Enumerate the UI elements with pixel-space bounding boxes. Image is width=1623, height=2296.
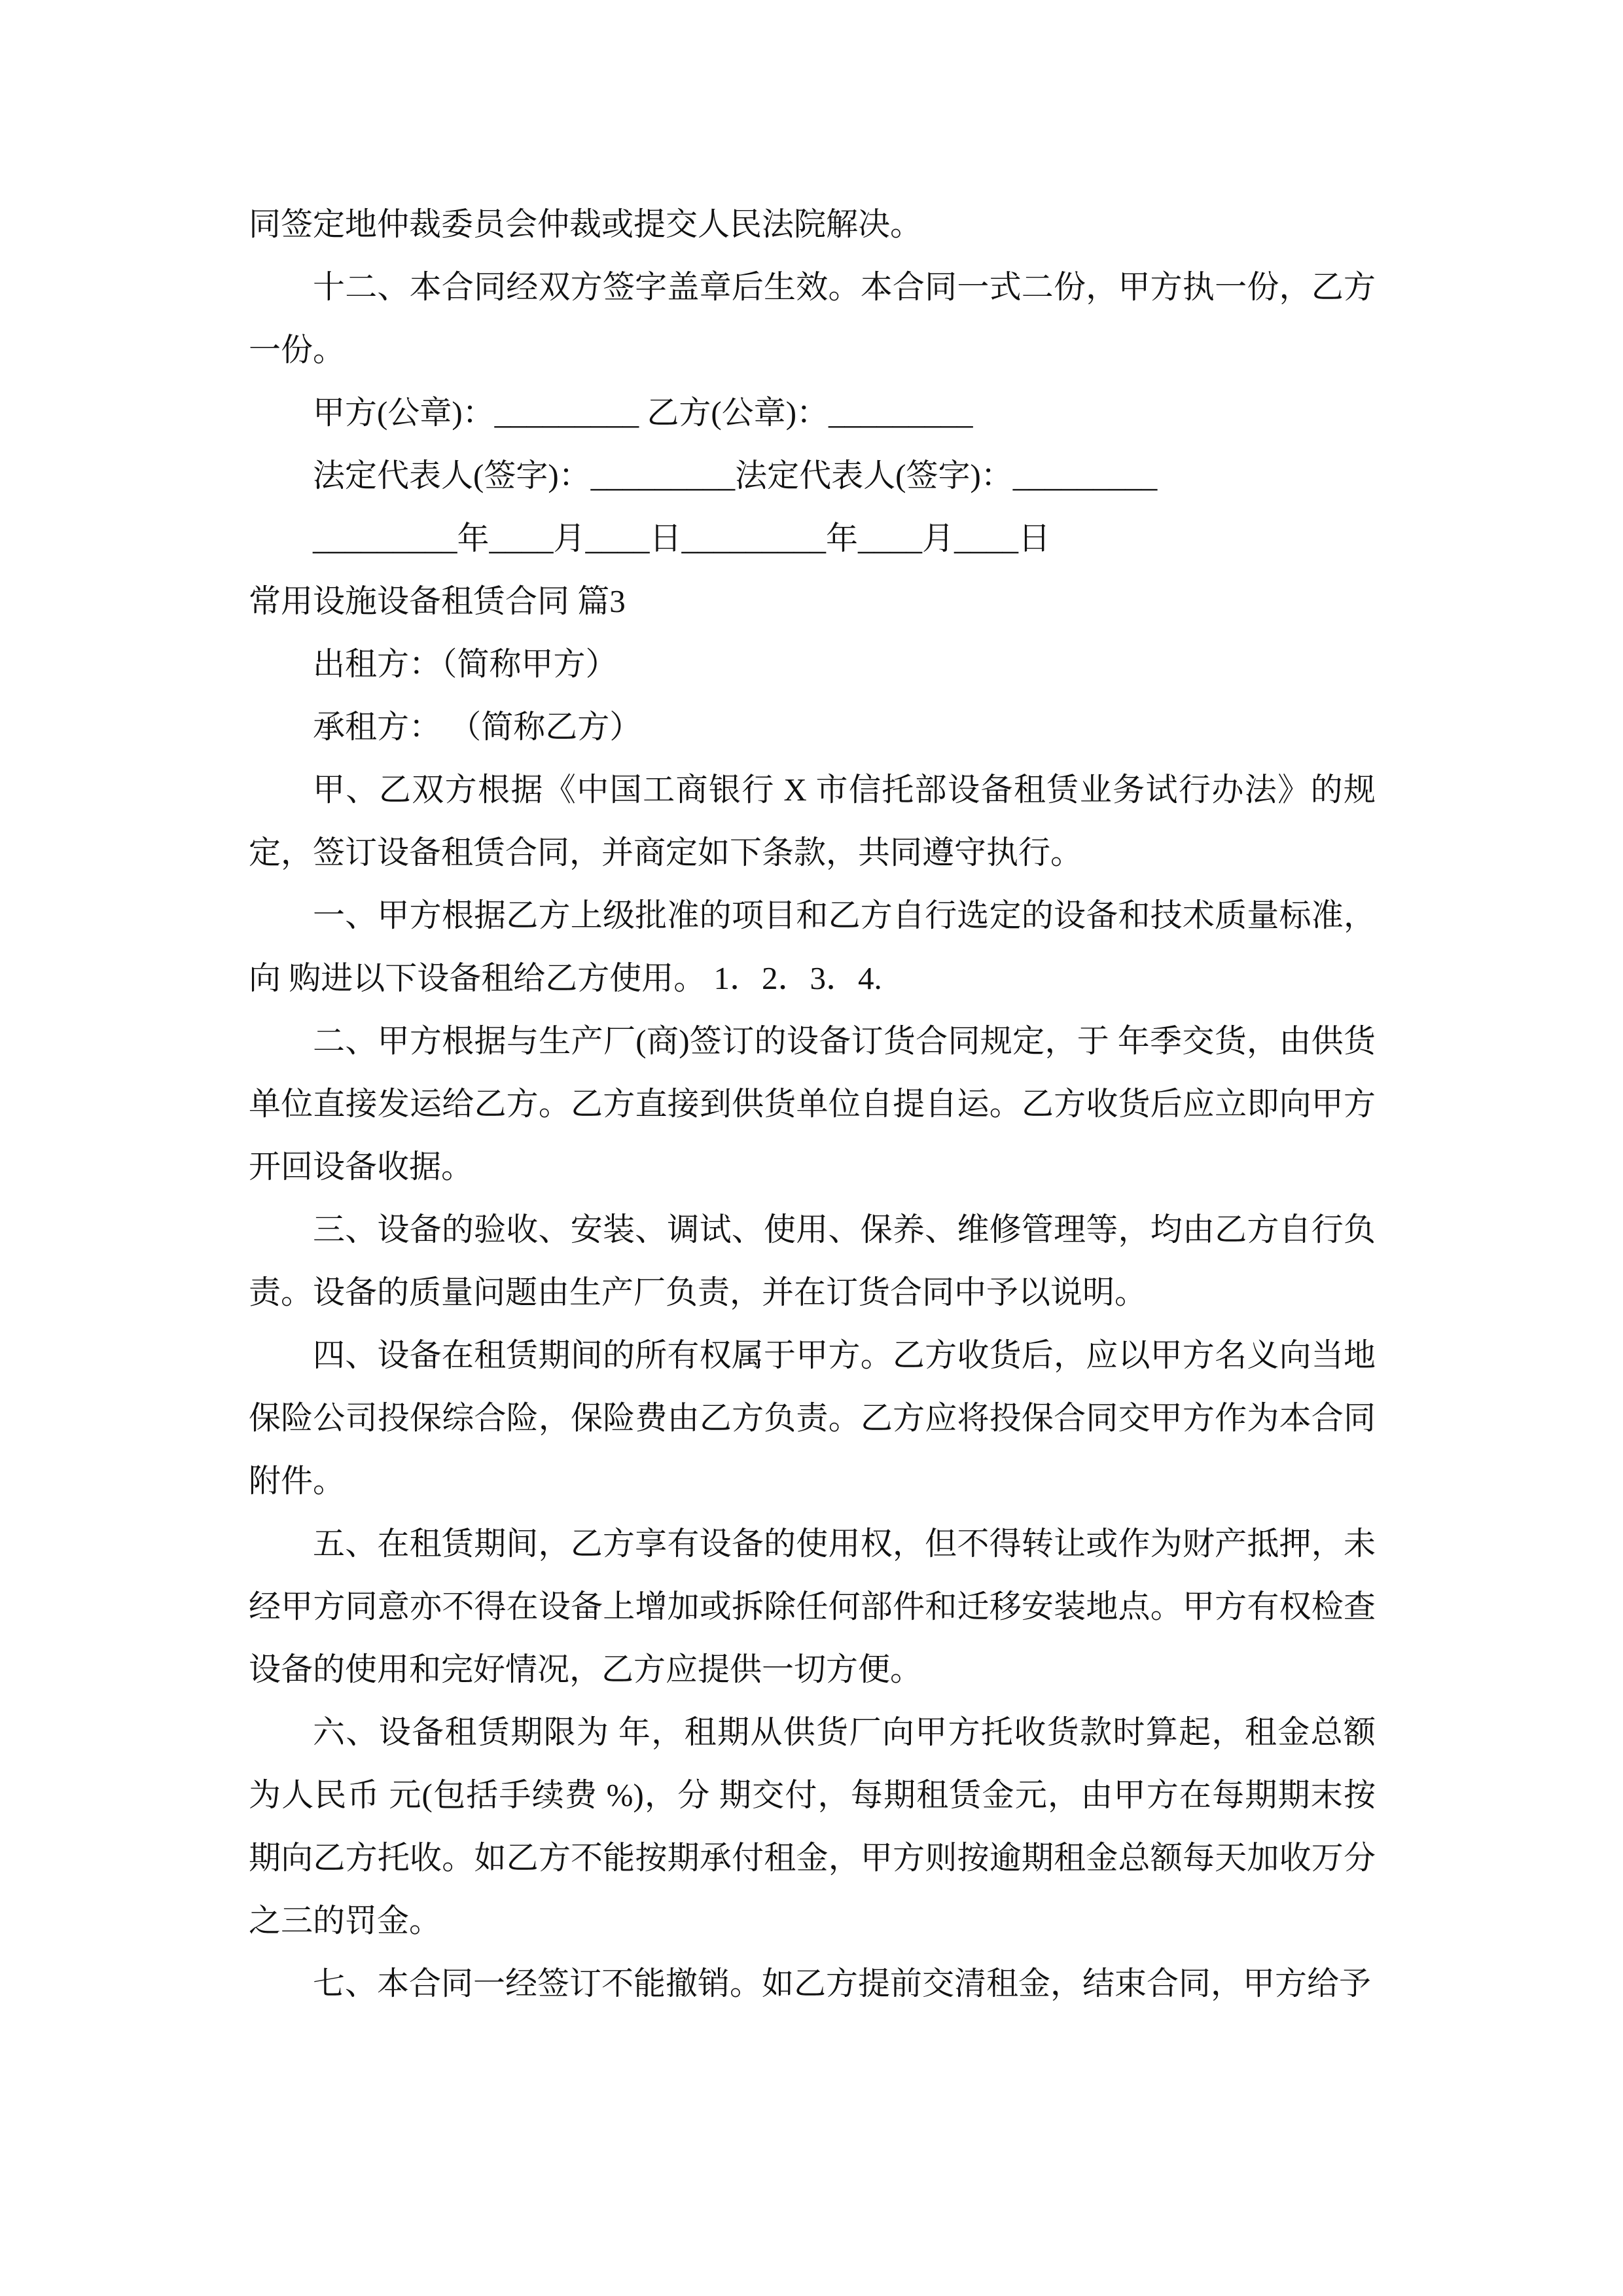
paragraph-preamble: 甲、乙双方根据《中国工商银行 X 市信托部设备租赁业务试行办法》的规定，签订设备租赁合同，并商定如下条款，共同遵守执行。 xyxy=(249,772,1376,870)
paragraph-clause-12: 十二、本合同经双方签字盖章后生效。本合同一式二份，甲方执一份，乙方一份。 xyxy=(249,269,1376,368)
paragraph-clause-3: 三、设备的验收、安装、调试、使用、保养、维修管理等，均由乙方自行负责。设备的质量问题由生产厂负责，并在订货合同中予以说明。 xyxy=(249,1211,1376,1310)
paragraph-clause-6: 六、设备租赁期限为 年，租期从供货厂向甲方托收货款时算起，租金总额为人民币 元(包括手续费 %)，分 期交付，每期租赁金元，由甲方在每期期末按期向乙方托收。如乙方不能按期承付租金，甲方则按逾期租金总额每天加收万分之三的罚金。 xyxy=(249,1714,1376,1939)
paragraph-lessee-line: 承租方： （简称乙方） xyxy=(313,709,642,745)
paragraph-continuation-line: 同签定地仲裁委员会仲裁或提交人民法院解决。 xyxy=(249,206,923,242)
paragraph-date-line: _________年____月____日_________年____月____日 xyxy=(313,520,1051,556)
paragraph-clause-7-partial: 七、本合同一经签订不能撤销。如乙方提前交清租金，结束合同，甲方给予 xyxy=(313,1965,1372,2001)
paragraph-legal-representative: 法定代表人(签字)：_________法定代表人(签字)：_________ xyxy=(313,457,1158,493)
section-title: 常用设施设备租赁合同 篇3 xyxy=(249,583,626,619)
paragraph-lessor-line: 出租方：（简称甲方） xyxy=(313,646,618,682)
paragraph-clause-2: 二、甲方根据与生产厂(商)签订的设备订货合同规定，于 年季交货，由供货单位直接发运给乙方。乙方直接到供货单位自提自运。乙方收货后应立即向甲方开回设备收据。 xyxy=(249,1023,1376,1185)
paragraph-clause-1: 一、甲方根据乙方上级批准的项目和乙方自行选定的设备和技术质量标准，向 购进以下设备租给乙方使用。 1．2．3．4. xyxy=(249,897,1376,996)
paragraph-clause-5: 五、在租赁期间，乙方享有设备的使用权，但不得转让或作为财产抵押，未经甲方同意亦不得在设备上增加或拆除任何部件和迁移安装地点。甲方有权检查设备的使用和完好情况，乙方应提供一切方便。 xyxy=(249,1526,1376,1687)
paragraph-party-seal-line: 甲方(公章)：_________ 乙方(公章)：_________ xyxy=(313,395,973,431)
paragraph-clause-4: 四、设备在租赁期间的所有权属于甲方。乙方收货后，应以甲方名义向当地保险公司投保综合险，保险费由乙方负责。乙方应将投保合同交甲方作为本合同附件。 xyxy=(249,1337,1376,1499)
